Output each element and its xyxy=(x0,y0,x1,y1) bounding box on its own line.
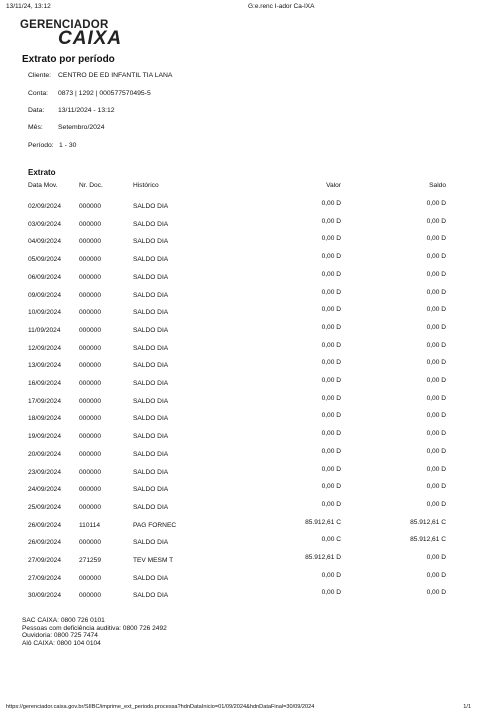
table-row xyxy=(28,341,448,355)
row-doc-number: 000000 xyxy=(79,203,102,210)
row-doc-number: 000000 xyxy=(79,362,102,370)
row-saldo: 0,00 D xyxy=(426,412,446,420)
row-doc-number: 000000 xyxy=(79,273,102,281)
row-saldo: 0,00 D xyxy=(426,217,446,225)
row-historico: SALDO DIA xyxy=(133,256,169,264)
print-url: https://gerenciador.caixa.gov.br/SIIBC/imprime_ext_periodo.processa?hdnDataInicio=01/09/2024&hdnDataFinal=30/09/2024 xyxy=(6,704,315,710)
row-date: 24/09/2024 xyxy=(28,486,62,494)
row-historico: PAG FORNEC xyxy=(133,521,177,529)
row-date: 27/09/2024 xyxy=(28,574,62,582)
row-doc-number: 000000 xyxy=(79,415,102,423)
cliente-label: Cliente: xyxy=(28,72,52,79)
row-doc-number: 000000 xyxy=(79,574,102,582)
row-saldo: 0,00 D xyxy=(426,253,446,261)
contact-sac: SAC CAIXA: 0800 726 0101 xyxy=(22,617,105,624)
periodo-value: 1 - 30 xyxy=(59,142,77,149)
row-valor: 85.912,61 D xyxy=(305,554,341,561)
row-saldo: 0,00 D xyxy=(426,589,446,597)
extrato-section-title: Extrato xyxy=(28,168,56,177)
table-row xyxy=(28,483,448,496)
table-row xyxy=(28,217,448,231)
row-historico: SALDO DIA xyxy=(133,344,169,352)
row-doc-number: 000000 xyxy=(79,309,102,317)
row-saldo: 0,00 D xyxy=(426,235,446,243)
row-saldo: 0,00 D xyxy=(426,500,446,508)
table-row xyxy=(28,359,448,372)
header-date: Data Mov. xyxy=(28,182,58,189)
row-date: 30/09/2024 xyxy=(28,592,62,600)
table-row xyxy=(28,447,448,461)
row-saldo: 0,00 D xyxy=(426,359,446,367)
row-valor: 0,00 D xyxy=(321,377,341,384)
row-valor: 0,00 D xyxy=(321,500,341,508)
row-historico: SALDO DIA xyxy=(133,450,169,458)
row-valor: 0,00 D xyxy=(321,465,341,473)
row-saldo: 0,00 D xyxy=(426,200,446,207)
row-historico: SALDO DIA xyxy=(133,397,169,405)
row-historico: SALDO DIA xyxy=(133,539,169,547)
row-date: 19/09/2024 xyxy=(28,433,62,441)
table-row xyxy=(28,518,448,532)
row-valor: 0,00 D xyxy=(321,288,341,296)
row-saldo: 0,00 D xyxy=(426,377,446,384)
row-saldo: 0,00 D xyxy=(426,288,446,296)
logo-line-1: GERENCIADOR xyxy=(20,19,109,31)
row-historico: SALDO DIA xyxy=(133,309,169,317)
row-valor: 0,00 D xyxy=(321,412,341,420)
row-doc-number: 000000 xyxy=(79,433,102,441)
row-saldo: 0,00 D xyxy=(426,483,446,491)
header-doc: Nr. Doc. xyxy=(79,182,103,189)
row-historico: SALDO DIA xyxy=(133,433,169,441)
row-saldo: 85.912,61 C xyxy=(410,518,446,526)
row-date: 02/09/2024 xyxy=(28,203,62,210)
table-row xyxy=(28,270,448,284)
row-saldo: 0,00 D xyxy=(426,394,446,402)
row-date: 03/09/2024 xyxy=(28,220,62,228)
row-date: 11/09/2024 xyxy=(28,326,61,334)
row-date: 26/09/2024 xyxy=(28,539,62,547)
row-saldo: 0,00 D xyxy=(426,554,446,561)
row-doc-number: 000000 xyxy=(79,539,102,547)
row-valor: 0,00 D xyxy=(321,447,341,455)
contact-ouvidoria: Ouvidoria: 0800 725 7474 xyxy=(22,632,98,640)
row-valor: 0,00 D xyxy=(321,253,341,261)
row-doc-number: 271259 xyxy=(79,557,102,564)
header-historico: Histórico xyxy=(133,182,159,189)
row-doc-number: 000000 xyxy=(79,380,102,387)
conta-value: 0873 | 1292 | 000577570495-5 xyxy=(58,90,151,97)
row-historico: SALDO DIA xyxy=(133,592,169,600)
row-valor: 0,00 C xyxy=(321,536,341,544)
row-doc-number: 000000 xyxy=(79,450,102,458)
table-row xyxy=(28,500,448,514)
row-valor: 0,00 D xyxy=(321,235,341,243)
row-doc-number: 000000 xyxy=(79,503,102,511)
row-doc-number: 000000 xyxy=(79,238,102,246)
row-historico: SALDO DIA xyxy=(133,574,169,582)
table-row xyxy=(28,465,448,479)
row-historico: SALDO DIA xyxy=(133,220,169,228)
row-doc-number: 000000 xyxy=(79,326,102,334)
table-row xyxy=(28,288,448,302)
table-row xyxy=(28,536,448,549)
row-historico: SALDO DIA xyxy=(133,486,169,494)
contact-deficiencia-auditiva: Pessoas com deficiência auditiva: 0800 726 2492 xyxy=(22,624,167,632)
gerenciador-caixa-logo xyxy=(20,19,123,49)
table-row xyxy=(28,306,448,319)
row-saldo: 0,00 D xyxy=(426,571,446,579)
table-row xyxy=(28,589,448,602)
table-row xyxy=(28,377,448,390)
row-date: 05/09/2024 xyxy=(28,256,62,264)
row-saldo: 0,00 D xyxy=(426,306,446,314)
row-historico: SALDO DIA xyxy=(133,273,169,281)
row-date: 12/09/2024 xyxy=(28,344,62,352)
row-date: 23/09/2024 xyxy=(28,468,62,476)
row-historico: SALDO DIA xyxy=(133,291,169,299)
header-valor: Valor xyxy=(326,182,341,189)
row-valor: 0,00 D xyxy=(321,394,341,402)
row-historico: SALDO DIA xyxy=(133,468,169,476)
row-date: 06/09/2024 xyxy=(28,273,62,281)
data-value: 13/11/2024 - 13:12 xyxy=(58,107,115,114)
row-valor: 0,00 D xyxy=(321,571,341,579)
contact-info xyxy=(22,617,167,647)
mes-label: Mês: xyxy=(28,124,43,131)
contact-alo-caixa: Alô CAIXA: 0800 104 0104 xyxy=(22,639,101,647)
row-date: 27/09/2024 xyxy=(28,557,62,564)
row-doc-number: 000000 xyxy=(79,397,102,405)
row-date: 10/09/2024 xyxy=(28,309,62,317)
print-timestamp: 13/11/24, 13:12 xyxy=(6,3,51,10)
table-header xyxy=(28,182,448,192)
table-row xyxy=(28,235,448,248)
row-historico: SALDO DIA xyxy=(133,380,169,387)
row-valor: 0,00 D xyxy=(321,589,341,597)
row-doc-number: 000000 xyxy=(79,256,102,264)
table-row xyxy=(28,554,448,567)
document-title: Extrato por período xyxy=(22,54,115,65)
mes-value: Setembro/2024 xyxy=(58,124,105,131)
row-saldo: 0,00 D xyxy=(426,323,446,331)
row-valor: 85.912,61 C xyxy=(305,518,341,526)
cliente-value: CENTRO DE ED INFANTIL TIA LANA xyxy=(58,72,173,79)
row-historico: SALDO DIA xyxy=(133,362,169,370)
row-saldo: 0,00 D xyxy=(426,270,446,278)
row-valor: 0,00 D xyxy=(321,200,341,207)
row-doc-number: 000000 xyxy=(79,592,102,600)
row-doc-number: 000000 xyxy=(79,344,102,352)
table-row xyxy=(28,571,448,585)
print-footer xyxy=(6,704,479,714)
row-doc-number: 000000 xyxy=(79,468,102,476)
row-date: 16/09/2024 xyxy=(28,380,62,387)
row-valor: 0,00 D xyxy=(321,430,341,438)
logo-line-2: CAIXA xyxy=(58,28,123,49)
table-row xyxy=(28,323,448,337)
row-doc-number: 000000 xyxy=(79,220,102,228)
row-date: 20/09/2024 xyxy=(28,450,62,458)
row-historico: SALDO DIA xyxy=(133,203,169,210)
print-page-title: G:e.renc I-ador Ca-IXA xyxy=(248,3,315,10)
conta-label: Conta: xyxy=(28,90,49,97)
table-row xyxy=(28,412,448,425)
row-historico: TEV MESM T xyxy=(133,557,174,564)
table-row xyxy=(28,430,448,443)
row-date: 09/09/2024 xyxy=(28,291,62,299)
row-date: 25/09/2024 xyxy=(28,503,62,511)
row-valor: 0,00 D xyxy=(321,483,341,491)
row-valor: 0,00 D xyxy=(321,359,341,367)
print-header xyxy=(6,3,479,15)
row-saldo: 85.912,61 C xyxy=(410,536,446,544)
row-date: 13/09/2024 xyxy=(28,362,62,370)
periodo-label: Período: xyxy=(28,142,54,149)
row-valor: 0,00 D xyxy=(321,306,341,314)
row-historico: SALDO DIA xyxy=(133,503,169,511)
table-row xyxy=(28,394,448,408)
row-saldo: 0,00 D xyxy=(426,341,446,349)
row-historico: SALDO DIA xyxy=(133,415,169,423)
row-date: 26/09/2024 xyxy=(28,521,62,529)
table-row xyxy=(28,200,448,213)
row-saldo: 0,00 D xyxy=(426,430,446,438)
row-valor: 0,00 D xyxy=(321,217,341,225)
row-doc-number: 000000 xyxy=(79,486,102,494)
table-row xyxy=(28,253,448,266)
row-date: 18/09/2024 xyxy=(28,415,62,423)
header-saldo: Saldo xyxy=(429,182,446,189)
row-historico: SALDO DIA xyxy=(133,326,169,334)
row-valor: 0,00 D xyxy=(321,323,341,331)
row-doc-number: 000000 xyxy=(79,291,102,299)
row-date: 04/09/2024 xyxy=(28,238,62,246)
row-saldo: 0,00 D xyxy=(426,465,446,473)
row-valor: 0,00 D xyxy=(321,270,341,278)
row-date: 17/09/2024 xyxy=(28,397,62,405)
row-doc-number: 110114 xyxy=(79,521,101,529)
row-valor: 0,00 D xyxy=(321,341,341,349)
page-number: 1/1 xyxy=(463,704,471,710)
row-saldo: 0,00 D xyxy=(426,447,446,455)
data-label: Data: xyxy=(28,107,45,114)
row-historico: SALDO DIA xyxy=(133,238,169,246)
